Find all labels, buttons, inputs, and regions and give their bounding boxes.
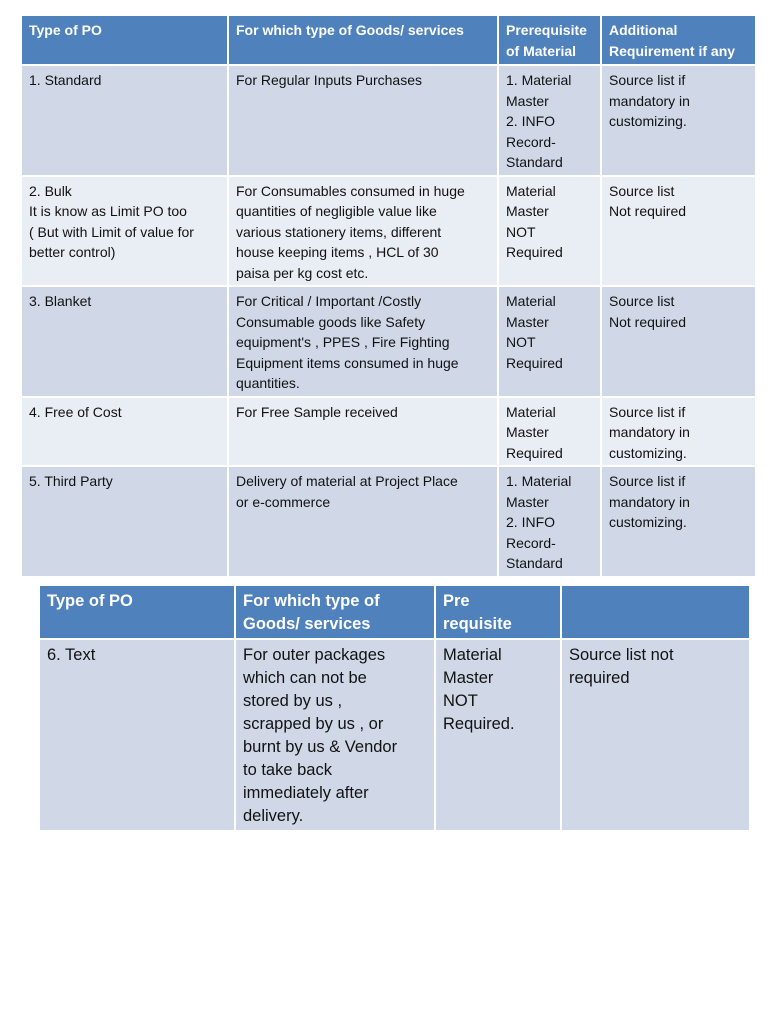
cell-goods: For Critical / Important /Costly Consumable goods like Safety equipment's , PPES , Fire Fighting Equipment items consumed in huge quantities. bbox=[228, 286, 498, 397]
text-po-table bbox=[38, 584, 751, 832]
cell-prerequisite: 1. Material Master 2. INFO Record- Standard bbox=[498, 65, 601, 176]
table-row bbox=[21, 65, 756, 176]
header-prerequisite: Pre requisite bbox=[435, 585, 561, 639]
cell-goods: For Free Sample received bbox=[228, 397, 498, 467]
po-types-table bbox=[20, 14, 757, 578]
header-type-of-po: Type of PO bbox=[21, 15, 228, 65]
cell-type: 4. Free of Cost bbox=[21, 397, 228, 467]
cell-additional: Source list not required bbox=[561, 639, 750, 831]
cell-type: 1. Standard bbox=[21, 65, 228, 176]
cell-type: 3. Blanket bbox=[21, 286, 228, 397]
header-goods-services: For which type of Goods/ services bbox=[235, 585, 435, 639]
cell-prerequisite: 1. Material Master 2. INFO Record- Standard bbox=[498, 466, 601, 577]
cell-type: 2. Bulk It is know as Limit PO too ( But with Limit of value for better control) bbox=[21, 176, 228, 287]
header-goods-services: For which type of Goods/ services bbox=[228, 15, 498, 65]
header-additional-requirement: Additional Requirement if any bbox=[601, 15, 756, 65]
cell-goods: For Regular Inputs Purchases bbox=[228, 65, 498, 176]
cell-additional: Source list if mandatory in customizing. bbox=[601, 397, 756, 467]
cell-prerequisite: Material Master NOT Required bbox=[498, 176, 601, 287]
table-header-row bbox=[39, 585, 750, 639]
header-prerequisite: Prerequisite of Material bbox=[498, 15, 601, 65]
table-row bbox=[21, 286, 756, 397]
header-blank bbox=[561, 585, 750, 639]
cell-additional: Source list if mandatory in customizing. bbox=[601, 466, 756, 577]
cell-prerequisite: Material Master Required bbox=[498, 397, 601, 467]
cell-additional: Source list if mandatory in customizing. bbox=[601, 65, 756, 176]
cell-prerequisite: Material Master NOT Required bbox=[498, 286, 601, 397]
cell-goods: For outer packages which can not be stored by us , scrapped by us , or burnt by us & Vendor to take back immediately after delivery. bbox=[235, 639, 435, 831]
table-header-row bbox=[21, 15, 756, 65]
cell-type: 6. Text bbox=[39, 639, 235, 831]
table-row bbox=[21, 176, 756, 287]
cell-goods: Delivery of material at Project Place or e-commerce bbox=[228, 466, 498, 577]
table-row bbox=[39, 639, 750, 831]
cell-prerequisite: Material Master NOT Required. bbox=[435, 639, 561, 831]
cell-type: 5. Third Party bbox=[21, 466, 228, 577]
cell-additional: Source list Not required bbox=[601, 286, 756, 397]
header-type-of-po: Type of PO bbox=[39, 585, 235, 639]
table-row bbox=[21, 466, 756, 577]
table-row bbox=[21, 397, 756, 467]
cell-goods: For Consumables consumed in huge quantities of negligible value like various stationery items, different house keeping items , HCL of 30 paisa per kg cost etc. bbox=[228, 176, 498, 287]
cell-additional: Source list Not required bbox=[601, 176, 756, 287]
